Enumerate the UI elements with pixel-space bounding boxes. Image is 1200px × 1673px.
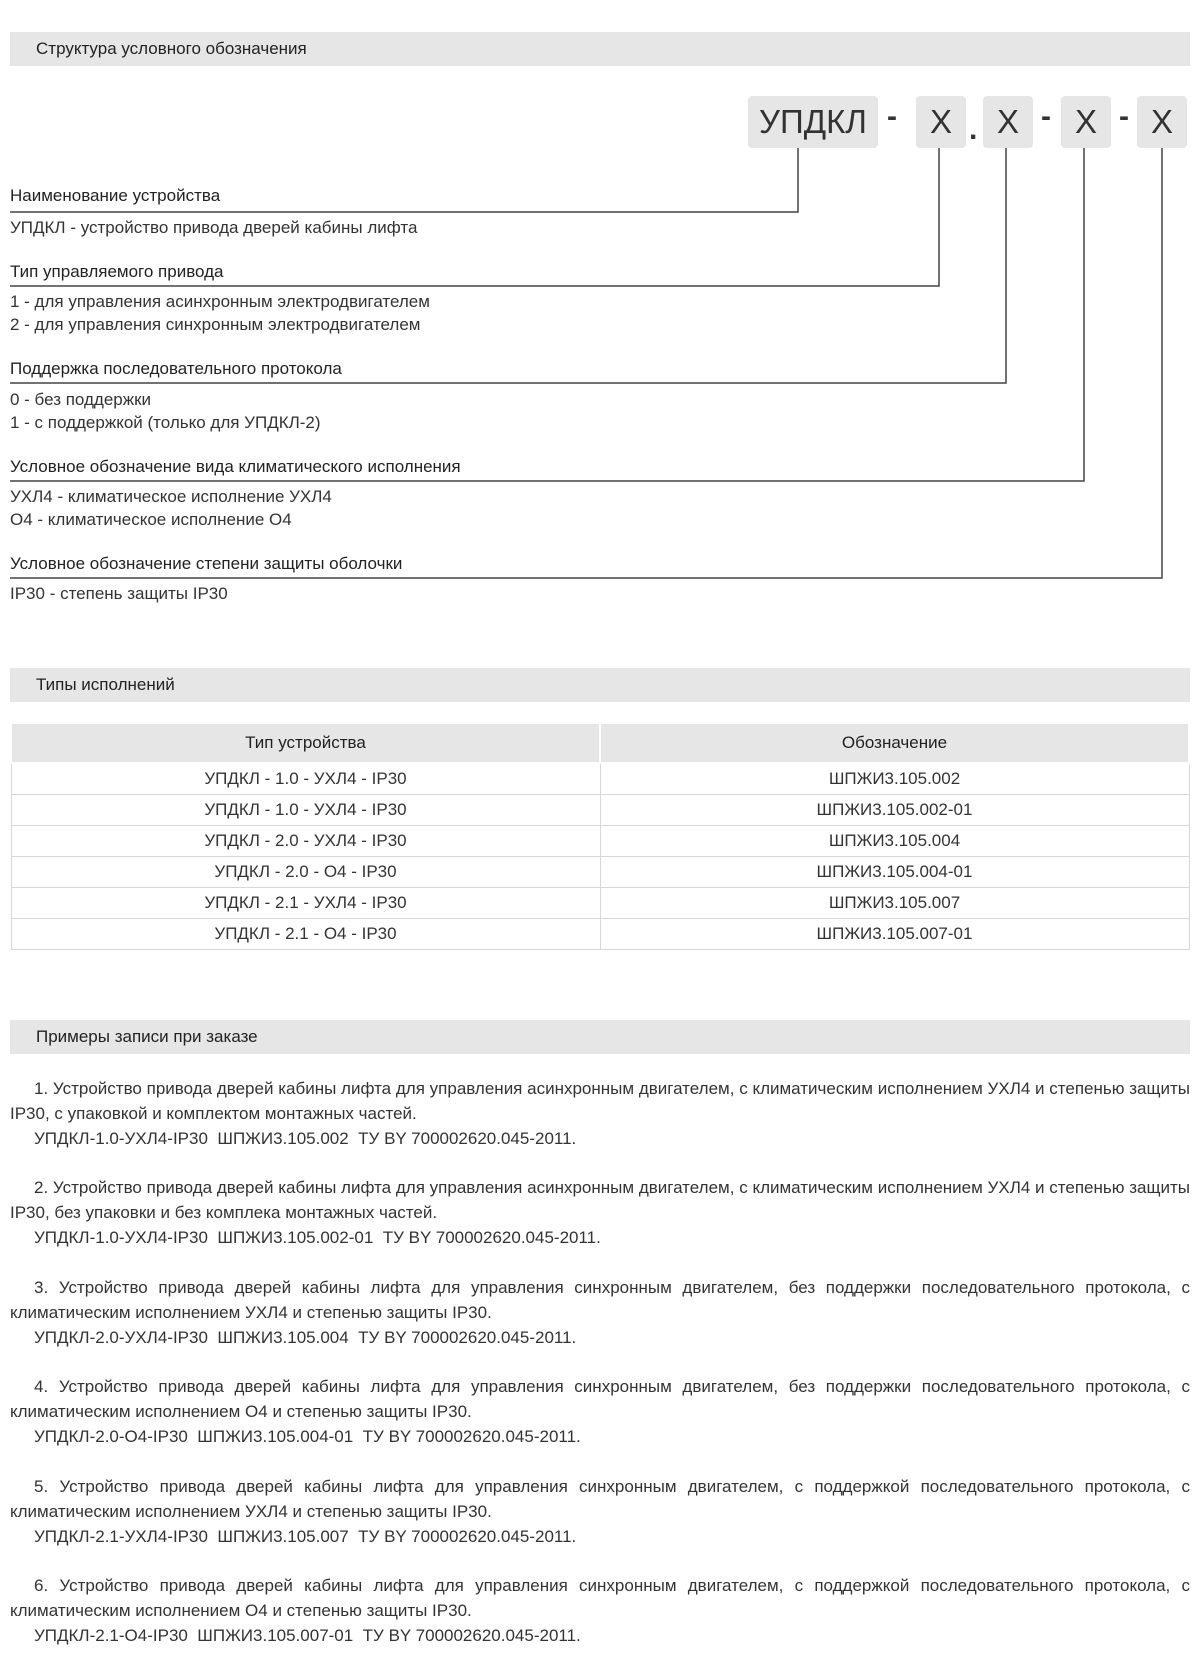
- legend-title-protection: Условное обозначение степени защиты оболочки: [10, 554, 403, 573]
- legend-title-climate: Условное обозначение вида климатического исполнения: [10, 457, 461, 476]
- table-row: [11, 888, 1189, 919]
- cell-designation: ШПЖИ3.105.002: [600, 763, 1189, 795]
- legend-desc: 0 - без поддержки: [10, 390, 152, 409]
- table-row: [11, 857, 1189, 888]
- cell-device-type: УПДКЛ - 2.0 - О4 - IP30: [11, 857, 600, 888]
- legend-desc: IP30 - степень защиты IP30: [10, 584, 228, 603]
- order-example: [10, 1275, 1190, 1350]
- cell-device-type: УПДКЛ - 2.0 - УХЛ4 - IP30: [11, 826, 600, 857]
- column-header-designation: Обозначение: [600, 723, 1189, 763]
- example-text: 2. Устройство привода дверей кабины лифта для управления асинхронным двигателем, с климатическим исполнением УХЛ4 и степенью защиты IP30, без упаковки и без комплека монтажных частей.: [10, 1178, 1190, 1222]
- example-code: УПДКЛ-1.0-УХЛ4-IP30 ШПЖИ3.105.002 ТУ BY 700002620.045-2011.: [34, 1129, 577, 1148]
- code-separator: -: [1119, 100, 1129, 133]
- section-header-types: Типы исполнений: [10, 668, 1190, 702]
- order-example: [10, 1474, 1190, 1549]
- cell-designation: ШПЖИ3.105.007: [600, 888, 1189, 919]
- code-x3-box: X: [1061, 96, 1111, 148]
- cell-designation: ШПЖИ3.105.004-01: [600, 857, 1189, 888]
- example-code: УПДКЛ-2.1-УХЛ4-IP30 ШПЖИ3.105.007 ТУ BY 700002620.045-2011.: [34, 1527, 577, 1546]
- table-row: [11, 795, 1189, 826]
- cell-designation: ШПЖИ3.105.002-01: [600, 795, 1189, 826]
- example-code: УПДКЛ-2.0-О4-IP30 ШПЖИ3.105.004-01 ТУ BY 700002620.045-2011.: [34, 1427, 581, 1446]
- legend-title-protocol: Поддержка последовательного протокола: [10, 359, 342, 378]
- cell-device-type: УПДКЛ - 2.1 - УХЛ4 - IP30: [11, 888, 600, 919]
- order-example: [10, 1175, 1190, 1250]
- example-text: 4. Устройство привода дверей кабины лифта для управления синхронным двигателем, без поддержки последовательного протокола, с климатическим исполнением О4 и степенью защиты IP30.: [10, 1377, 1190, 1421]
- example-code: УПДКЛ-2.0-УХЛ4-IP30 ШПЖИ3.105.004 ТУ BY 700002620.045-2011.: [34, 1328, 577, 1347]
- table-row: [11, 763, 1189, 795]
- table-row: [11, 919, 1189, 950]
- example-text: 1. Устройство привода дверей кабины лифта для управления асинхронным двигателем, с климатическим исполнением УХЛ4 и степенью защиты IP30, с упаковкой и комплектом монтажных частей.: [10, 1079, 1190, 1123]
- legend-title-device-name: Наименование устройства: [10, 186, 221, 205]
- section-header-examples: Примеры записи при заказе: [10, 1020, 1190, 1054]
- cell-device-type: УПДКЛ - 1.0 - УХЛ4 - IP30: [11, 795, 600, 826]
- legend-desc: О4 - климатическое исполнение О4: [10, 510, 292, 529]
- cell-device-type: УПДКЛ - 2.1 - О4 - IP30: [11, 919, 600, 950]
- example-text: 5. Устройство привода дверей кабины лифта для управления синхронным двигателем, с поддержкой последовательного протокола, с климатическим исполнением УХЛ4 и степенью защиты IP30.: [10, 1477, 1190, 1521]
- code-separator: -: [887, 100, 897, 133]
- table-header-row: [11, 723, 1189, 763]
- code-x4-box: X: [1137, 96, 1187, 148]
- table-row: [11, 826, 1189, 857]
- cell-device-type: УПДКЛ - 1.0 - УХЛ4 - IP30: [11, 763, 600, 795]
- example-text: 6. Устройство привода дверей кабины лифта для управления синхронным двигателем, с поддержкой последовательного протокола, с климатическим исполнением О4 и степенью защиты IP30.: [10, 1576, 1190, 1620]
- code-separator: -: [1041, 100, 1051, 133]
- cell-designation: ШПЖИ3.105.004: [600, 826, 1189, 857]
- example-code: УПДКЛ-2.1-О4-IP30 ШПЖИ3.105.007-01 ТУ BY 700002620.045-2011.: [34, 1626, 581, 1645]
- types-table: [10, 722, 1190, 950]
- legend-desc: 1 - с поддержкой (только для УПДКЛ-2): [10, 413, 321, 432]
- code-x2-box: X: [983, 96, 1033, 148]
- section-header-structure: Структура условного обозначения: [10, 32, 1190, 66]
- order-example: [10, 1076, 1190, 1151]
- legend-title-drive-type: Тип управляемого привода: [10, 262, 224, 281]
- legend-desc: 1 - для управления асинхронным электродвигателем: [10, 292, 430, 311]
- example-code: УПДКЛ-1.0-УХЛ4-IP30 ШПЖИ3.105.002-01 ТУ BY 700002620.045-2011.: [34, 1228, 601, 1247]
- legend-desc: УПДКЛ - устройство привода дверей кабины лифта: [10, 218, 418, 237]
- legend-desc: 2 - для управления синхронным электродвигателем: [10, 315, 421, 334]
- legend-desc: УХЛ4 - климатическое исполнение УХЛ4: [10, 487, 332, 506]
- order-example: [10, 1573, 1190, 1648]
- cell-designation: ШПЖИ3.105.007-01: [600, 919, 1189, 950]
- code-separator: .: [969, 113, 978, 146]
- code-x1-box: X: [916, 96, 966, 148]
- order-example: [10, 1374, 1190, 1449]
- column-header-device-type: Тип устройства: [11, 723, 600, 763]
- code-prefix-box: УПДКЛ: [748, 96, 878, 148]
- example-text: 3. Устройство привода дверей кабины лифта для управления синхронным двигателем, без поддержки последовательного протокола, с климатическим исполнением УХЛ4 и степенью защиты IP30.: [10, 1278, 1190, 1322]
